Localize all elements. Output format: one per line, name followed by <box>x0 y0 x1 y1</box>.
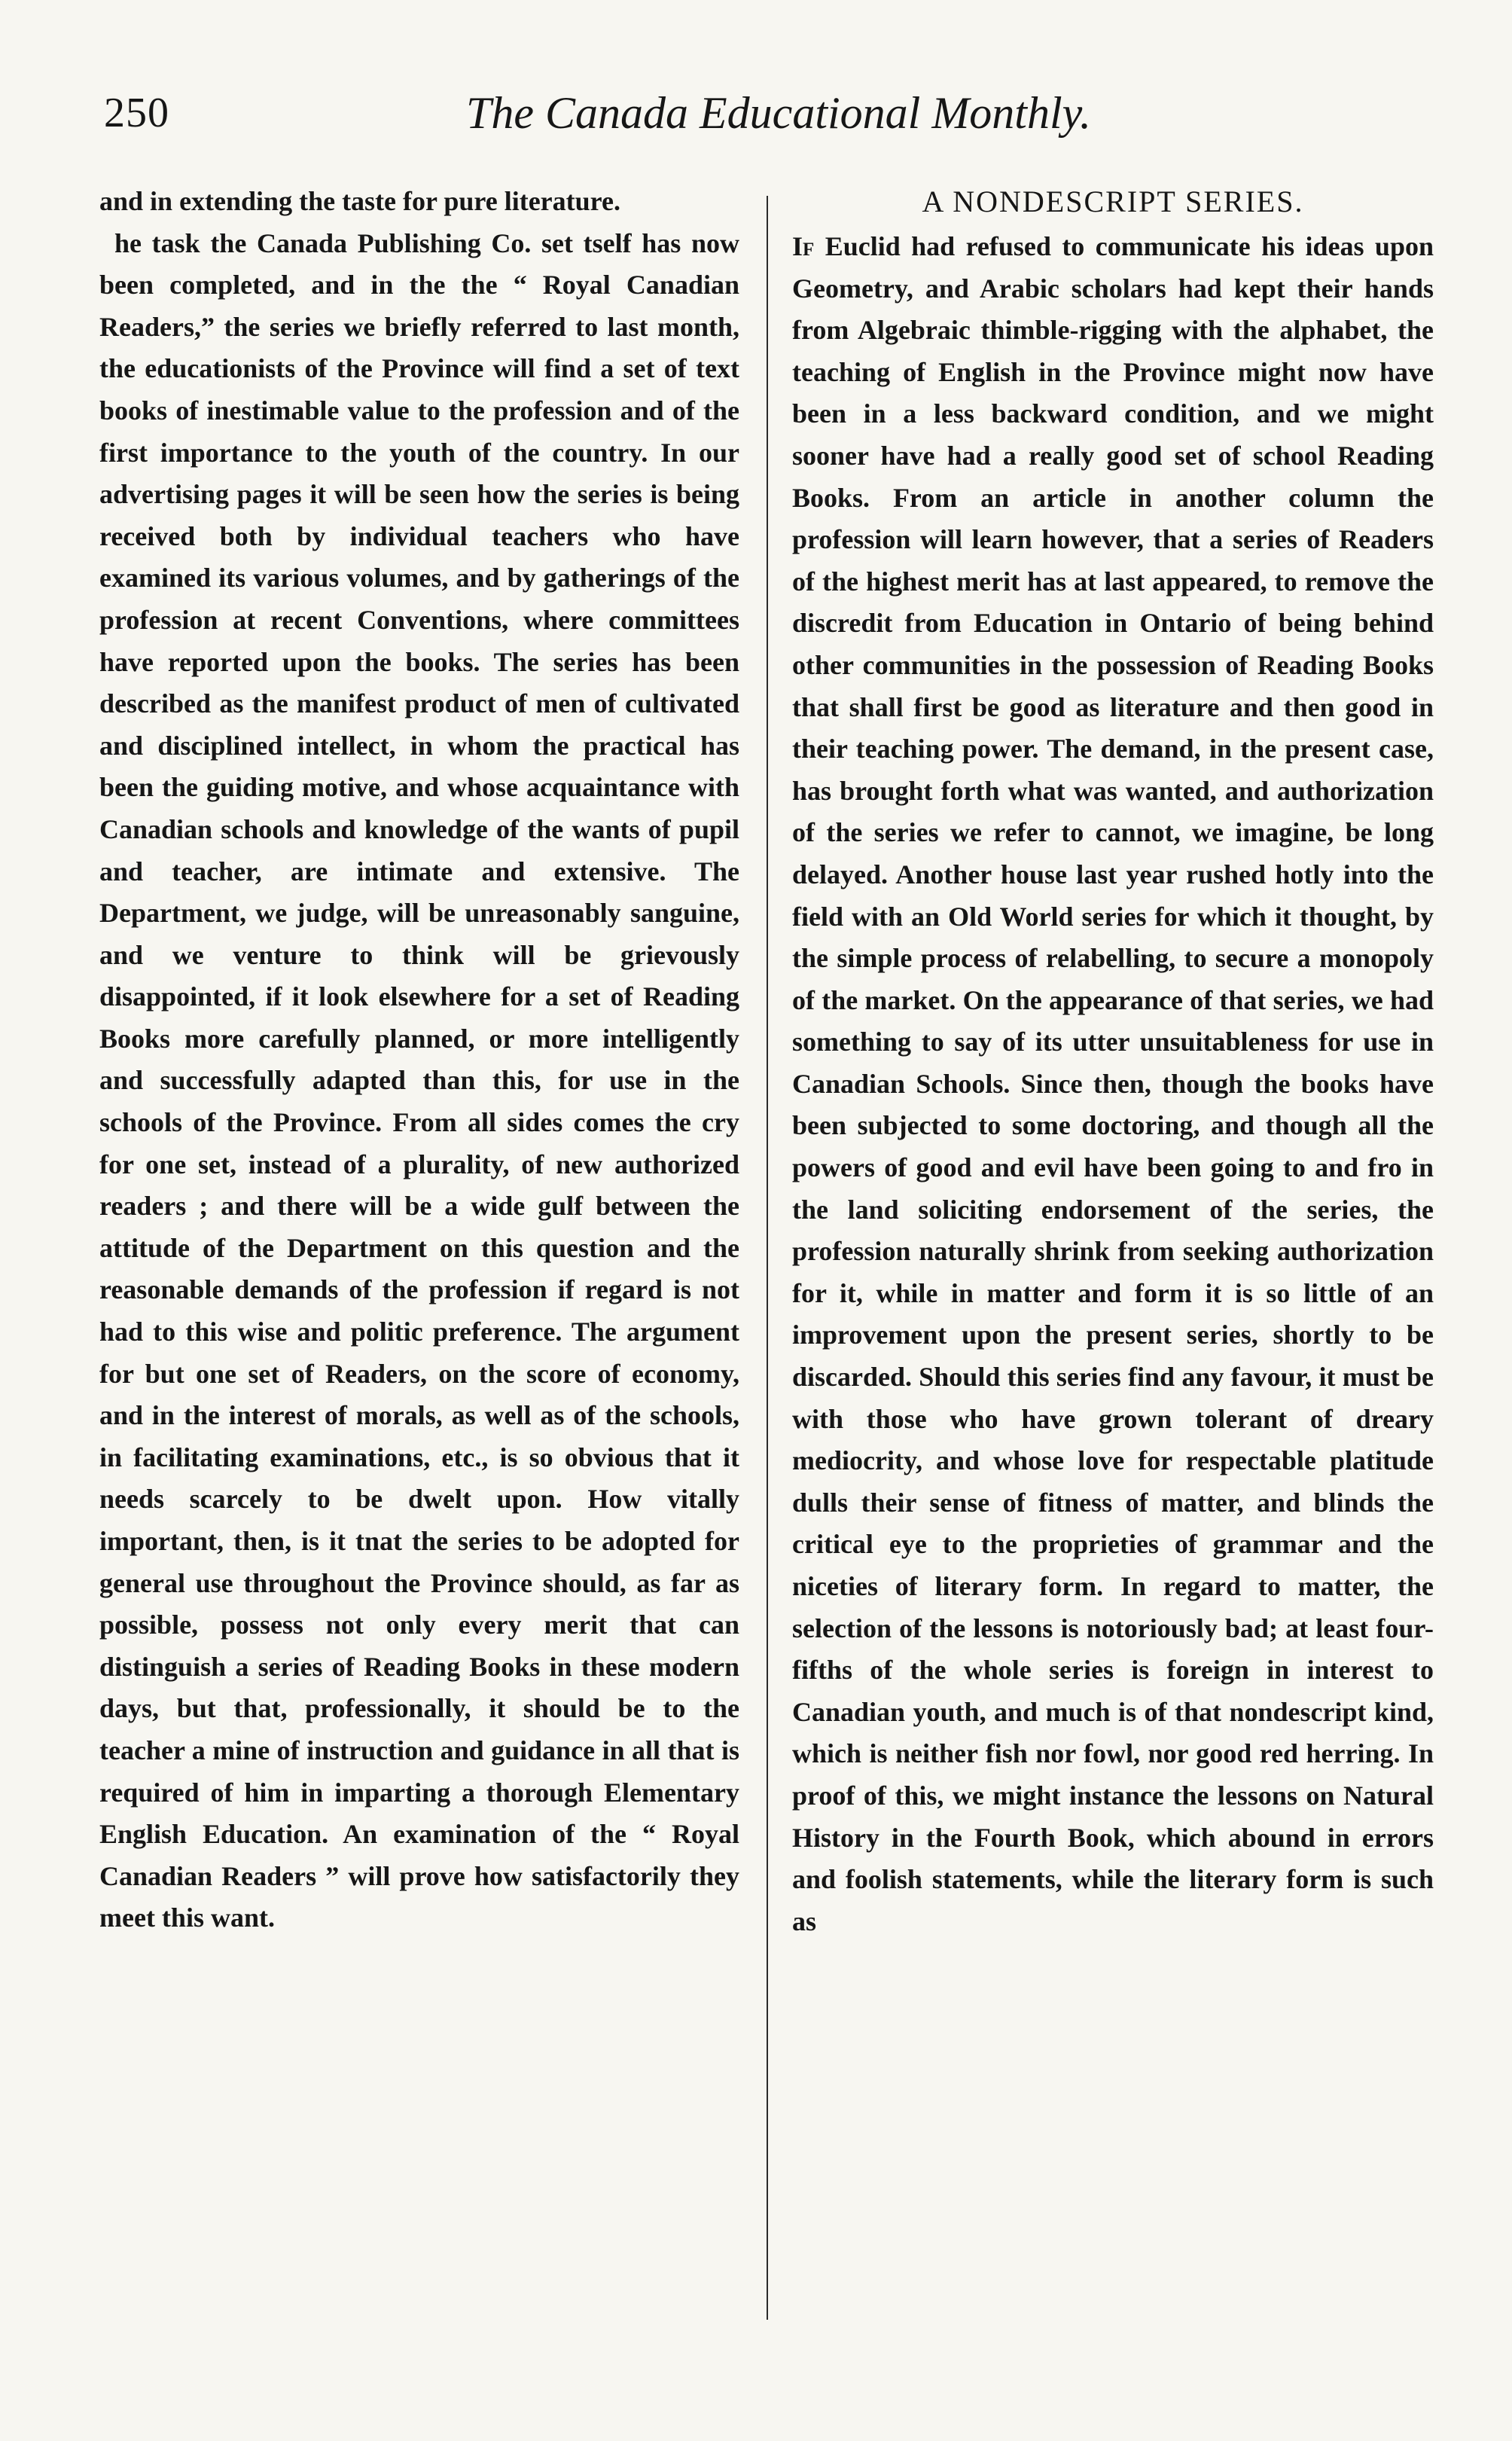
left-column <box>99 181 739 1939</box>
right-paragraph-body: Euclid had refused to communicate his ideas upon Geometry, and Arabic scholars had kept their hands from Algebraic thimble-rigging with the alphabet, the teaching of English in the Province might now have been in a less backward condition, and we might sooner have had a really good set of school Reading Books. From an article in another column the profession will learn however, that a series of Readers of the highest merit has at last appeared, to remove the discredit from Education in Ontario of being behind other communities in the possession of Reading Books that shall first be good as literature and then good in their teaching power. The demand, in the present case, has brought forth what was wanted, and authorization of the series we refer to cannot, we imagine, be long delayed. Another house last year rushed hotly into the field with an Old World series for which it thought, by the simple process of relabelling, to secure a monopoly of the market. On the appearance of that series, we had something to say of its utter unsuitableness for use in Canadian Schools. Since then, though the books have been subjected to some doctoring, and though all the powers of good and evil have been going to and fro in the land soliciting endorsement of the series, the profession naturally shrink from seeking authorization for it, while in matter and form it is so little of an improvement upon the present series, shortly to be discarded. Should this series find any favour, it must be with those who have grown tolerant of dreary mediocrity, and whose love for respectable platitude dulls their sense of fitness of matter, and blinds the critical eye to the proprieties of grammar and the niceties of literary form. In regard to matter, the selection of the lessons is notoriously bad; at least four-fifths of the whole series is foreign in interest to Canadian youth, and much is of that nondescript kind, which is neither fish nor fowl, nor good red herring. In proof of this, we might instance the lessons on Natural History in the Fourth Book, which abound in errors and foolish statements, while the literary form is such as <box>792 231 1434 1936</box>
section-heading: A NONDESCRIPT SERIES. <box>922 185 1304 218</box>
right-column <box>792 181 1434 1942</box>
running-head: The Canada Educational Monthly. <box>466 88 1091 138</box>
right-paragraph <box>792 226 1434 1942</box>
page-number: 250 <box>104 90 169 136</box>
left-paragraph-1: and in extending the taste for pure literature. <box>99 186 620 216</box>
column-divider <box>767 196 768 2320</box>
left-paragraph-2: he task the Canada Publishing Co. set tself has now been completed, and in the the “ Royal Canadian Readers,” the series we briefly referred to last month, the educationists of the Province will find a set of text books of inestimable value to the profession and of the first importance to the youth of the country. In our advertising pages it will be seen how the series is being received both by individual teachers who have examined its various volumes, and by gatherings of the profession at recent Conventions, where committees have reported upon the books. The series has been described as the manifest product of men of cultivated and disciplined intellect, in whom the practical has been the guiding motive, and whose acquaintance with Canadian schools and knowledge of the wants of pupil and teacher, are intimate and extensive. The Department, we judge, will be unreasonably sanguine, and we venture to think will be grievously disappointed, if it look elsewhere for a set of Reading Books more carefully planned, or more intelligently and successfully adapted than this, for use in the schools of the Province. From all sides comes the cry for one set, instead of a plurality, of new authorized readers ; and there will be a wide gulf between the attitude of the Department on this question and the reasonable demands of the profession if regard is not had to this wise and politic preference. The argument for but one set of Readers, on the score of economy, and in the interest of morals, as well as of the schools, in facilitating examinations, etc., is so obvious that it needs scarcely to be dwelt upon. How vitally important, then, is it tnat the series to be adopted for general use throughout the Province should, as far as possible, possess not only every merit that can distinguish a series of Reading Books in these modern days, but that, professionally, it should be to the teacher a mine of instruction and guidance in all that is required of him in imparting a thorough Elementary English Education. An examination of the “ Royal Canadian Readers ” will prove how satisfactorily they meet this want. <box>99 227 739 1933</box>
lead-word: If <box>792 231 815 261</box>
